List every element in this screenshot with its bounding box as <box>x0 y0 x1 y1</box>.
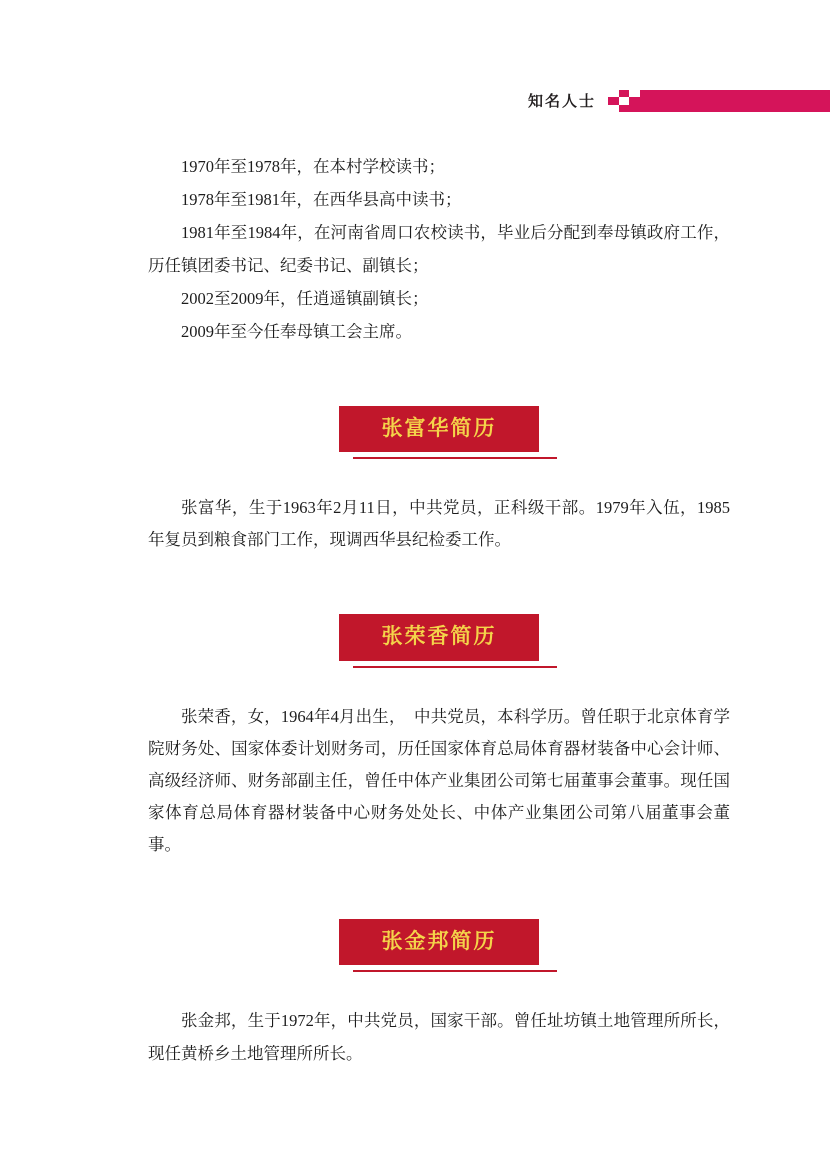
header-accent-bar <box>650 90 830 112</box>
section-banner <box>148 406 730 452</box>
list-item: 2002至2009年，任逍遥镇副镇长； <box>181 289 429 308</box>
section-banner <box>148 614 730 660</box>
section-paragraph: 张金邦，生于1972年，中共党员，国家干部。曾任址坊镇土地管理所所长，现任黄桥乡土地管理所所长。 <box>148 1011 730 1063</box>
section-banner-label: 张富华简历 <box>339 406 539 452</box>
list-item: 1970年至1978年，在本村学校读书； <box>181 157 445 176</box>
checker-pattern-icon <box>608 90 650 112</box>
document-content <box>148 150 730 1070</box>
list-item: 1981年至1984年，在河南省周口农校读书，毕业后分配到奉母镇政府工作，历任镇团委书记、纪委书记、副镇长； <box>148 223 730 275</box>
section-paragraph: 张富华，生于1963年2月11日，中共党员，正科级干部。1979年入伍，1985年复员到粮食部门工作，现调西华县纪检委工作。 <box>148 498 730 550</box>
page-header <box>0 88 830 114</box>
section-banner-label: 张金邦简历 <box>339 919 539 965</box>
header-title: 知名人士 <box>527 92 596 110</box>
section-paragraph: 张荣香，女，1964年4月出生， 中共党员，本科学历。曾任职于北京体育学院财务处、国家体委计划财务司，历任国家体育总局体育器材装备中心会计师、高级经济师、财务部副主任，曾任中体产业集团公司第七届董事会董事。现任国家体育总局体育器材装备中心财务处处长、中体产业集团公司第八届董事会董事。 <box>148 706 730 855</box>
intro-list <box>148 150 730 348</box>
list-item: 1978年至1981年，在西华县高中读书； <box>181 190 462 209</box>
list-item: 2009年至今任奉母镇工会主席。 <box>181 322 412 341</box>
section-banner <box>148 919 730 965</box>
section-banner-label: 张荣香简历 <box>339 614 539 660</box>
